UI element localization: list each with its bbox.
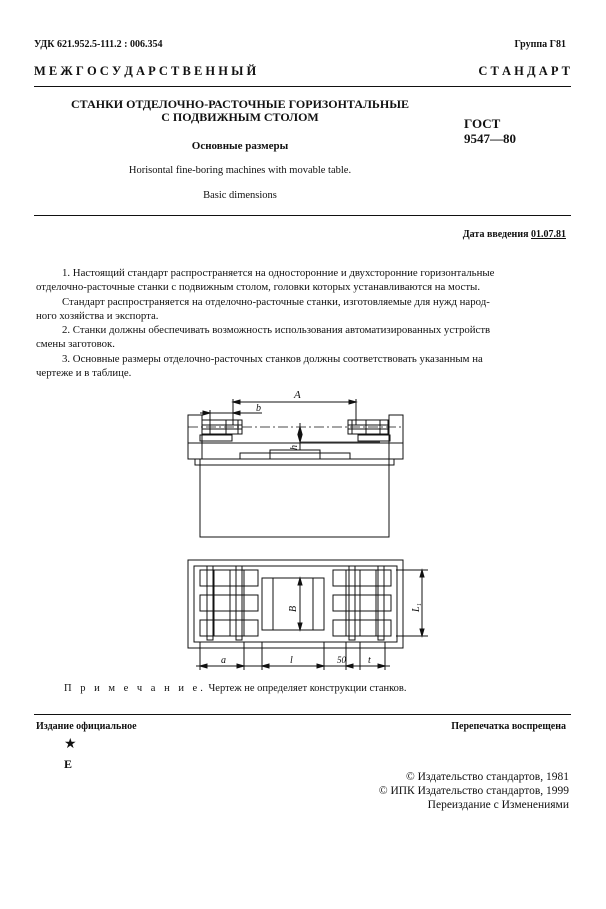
copyright-line-3: Переиздание с Изменениями: [427, 799, 569, 811]
gost-designation: [464, 116, 516, 146]
dim-label-t: t: [368, 655, 371, 666]
front-view: [188, 399, 403, 537]
top-rule: [34, 86, 571, 87]
copyright-block: [379, 770, 569, 812]
standard-banner: [34, 64, 570, 79]
dim-label-a: a: [221, 655, 226, 666]
dim-label-l: l: [290, 655, 293, 666]
banner-word-standard: С Т А Н Д А Р Т: [478, 64, 570, 78]
english-title-line-2: Basic dimensions: [203, 190, 277, 201]
subtitle: Основные размеры: [191, 140, 289, 152]
note-text: Чертеж не определяет конструкции станков.: [208, 683, 407, 694]
body-line-6: смены заготовок.: [36, 338, 115, 351]
e-mark: Е: [64, 757, 73, 771]
group-code: Группа Г81: [514, 39, 566, 50]
drawing-note: [64, 683, 407, 694]
dim-label-b-upper: B: [288, 605, 299, 612]
udk-code: УДК 621.952.5-111.2 : 006.354: [34, 39, 163, 50]
body-line-5: 2. Станки должны обеспечивать возможность использования автоматизированных устройств: [62, 324, 491, 337]
body-line-7: 3. Основные размеры отделочно-расточных станков должны соответствовать указанным на: [62, 352, 483, 365]
body-line-1: 1. Настоящий стандарт распространяется на односторонние и двухсторонние горизонтальные: [62, 267, 495, 279]
english-title-line-1: Horisontal fine-boring machines with movable table.: [128, 165, 352, 176]
body-text: [36, 266, 570, 380]
star-mark: ★: [64, 737, 77, 752]
footer-rule: [34, 714, 571, 715]
title-block: [50, 98, 430, 202]
gost-label: ГОСТ: [464, 116, 501, 131]
plan-view: [188, 560, 428, 670]
title-line-1: СТАНКИ ОТДЕЛОЧНО-РАСТОЧНЫЕ ГОРИЗОНТАЛЬНЫЕ: [71, 97, 409, 111]
copyright-line-1: © Издательство стандартов, 1981: [405, 771, 569, 783]
header-bottom-rule: [34, 215, 571, 216]
gost-number: 9547—80: [464, 131, 516, 146]
body-line-2: отделочно-расточные станки с подвижным столом, головки которых устанавливаются на мосты.: [36, 281, 481, 294]
dim-label-a-upper: A: [294, 389, 301, 401]
introduction-date: [463, 229, 566, 240]
body-line-4: ного хозяйства и экспорта.: [36, 309, 159, 322]
machine-drawing: [0, 380, 606, 680]
note-label: П р и м е ч а н и е.: [64, 683, 206, 694]
date-value: 01.07.81: [531, 229, 566, 240]
official-edition: Издание официальное: [36, 721, 137, 732]
date-label: Дата введения: [462, 229, 529, 240]
body-line-3: Стандарт распространяется на отделочно-расточные станки, изготовляемые для нужд народ-: [62, 295, 490, 308]
title-line-2: С ПОДВИЖНЫМ СТОЛОМ: [161, 110, 319, 124]
body-line-8: чертеже и в таблице.: [36, 367, 132, 380]
dim-label-l1: L₁: [411, 602, 422, 612]
copyright-line-2: © ИПК Издательство стандартов, 1999: [378, 785, 569, 797]
dim-label-50: 50: [337, 655, 346, 665]
reprint-prohibited: Перепечатка воспрещена: [451, 721, 566, 732]
banner-word-interstate: М Е Ж Г О С У Д А Р С Т В Е Н Н Ы Й: [34, 64, 257, 78]
dim-label-b: b: [256, 403, 261, 414]
dim-label-h: h: [289, 445, 300, 450]
